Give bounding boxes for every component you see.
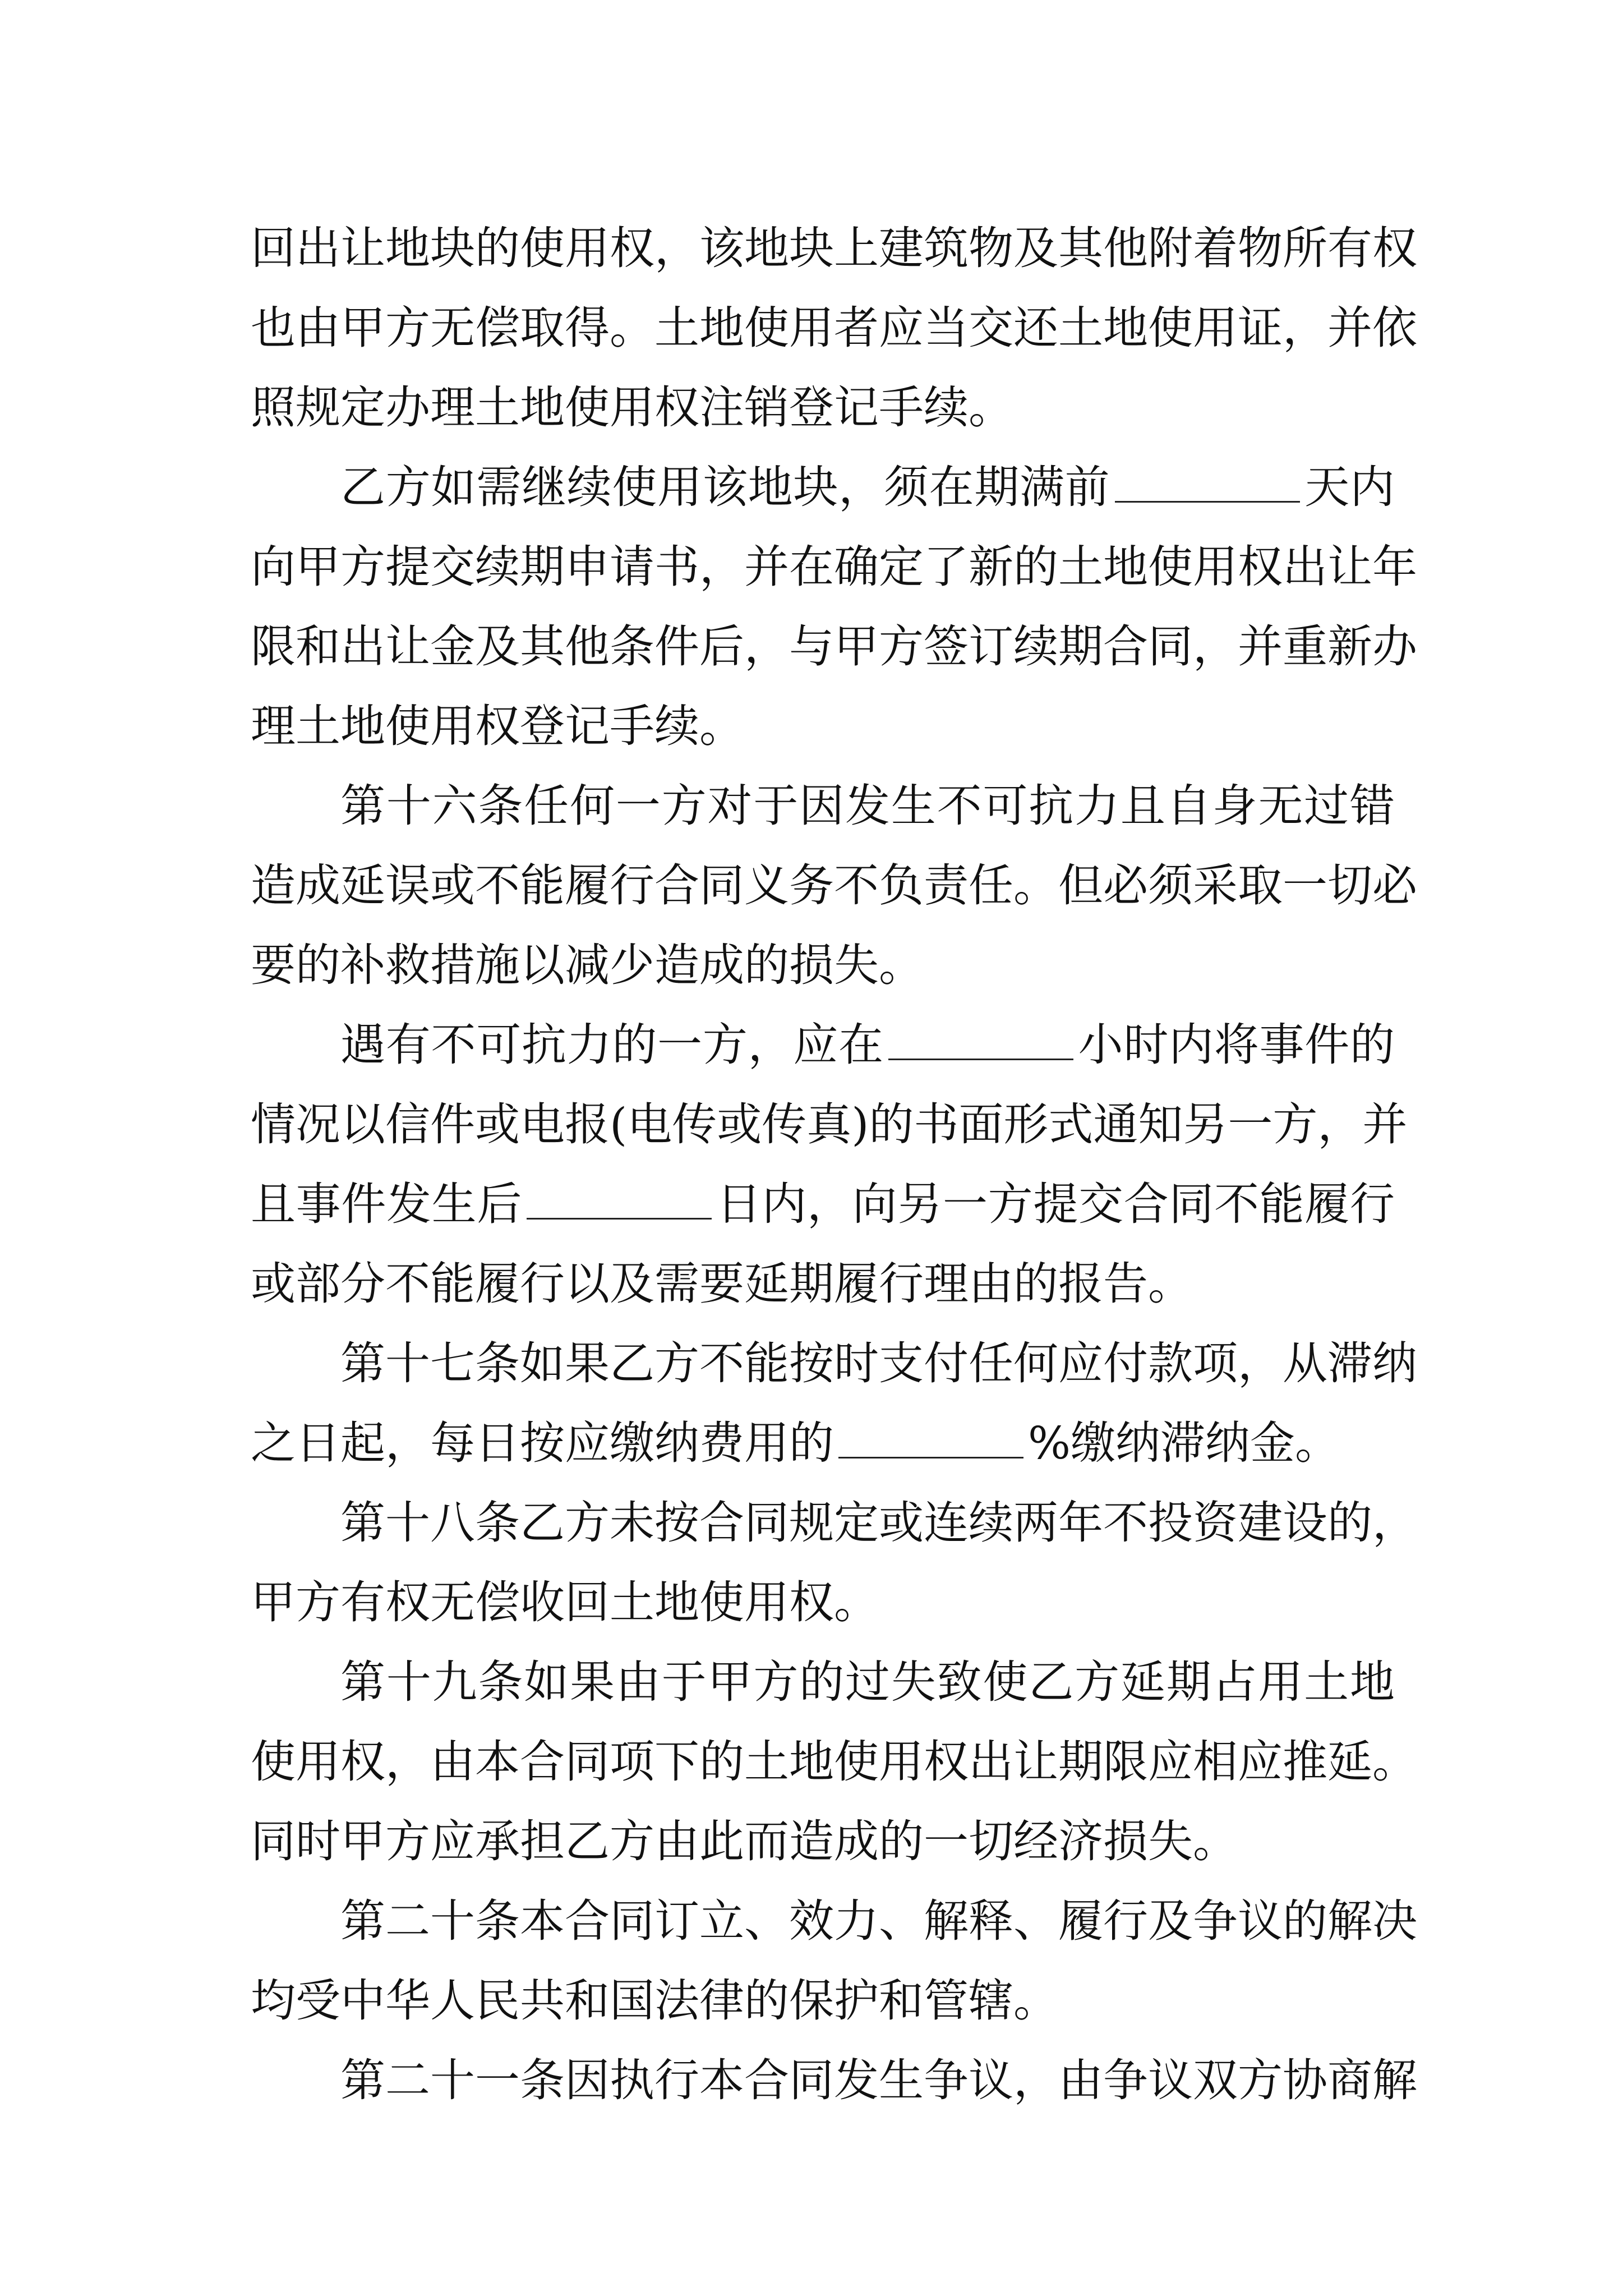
text-line (251, 1404, 1395, 1483)
paragraph (251, 1324, 1417, 1483)
text-line: 造成延误或不能履行合同义务不负责任。但必须采取一切必 (251, 859, 1417, 912)
text-line (251, 1005, 1395, 1085)
paragraph (251, 1881, 1417, 2041)
text-line: 甲方有权无偿收回土地使用权。 (251, 1576, 879, 1628)
text-segment: 且事件发生后 (251, 1178, 522, 1230)
fill-in-blank (838, 1409, 1023, 1458)
text-segment: 小时内将事件的 (1077, 1019, 1395, 1071)
fill-in-blank (527, 1170, 712, 1220)
paragraph (251, 2041, 1417, 2120)
text-line: 限和出让金及其他条件后，与甲方签订续期合同，并重新办 (251, 620, 1417, 673)
text-line: 均受中华人民共和国法律的保护和管辖。 (251, 1975, 1058, 2027)
text-line: 情况以信件或电报(电传或传真)的书面形式通知另一方，并 (251, 1098, 1408, 1151)
text-line: 要的补救措施以减少造成的损失。 (251, 939, 924, 991)
paragraph (251, 1642, 1417, 1881)
paragraph (251, 1483, 1417, 1642)
text-line: 同时甲方应承担乙方由此而造成的一切经济损失。 (251, 1815, 1238, 1867)
text-line (251, 1165, 1395, 1244)
paragraph (251, 448, 1417, 766)
text-segment: 乙方如需继续使用该地块，须在期满前 (340, 461, 1110, 513)
paragraph (251, 209, 1417, 448)
fill-in-blank (888, 1010, 1073, 1060)
text-line: 也由甲方无偿取得。土地使用者应当交还土地使用证，并依 (251, 302, 1417, 354)
text-line (251, 448, 1395, 527)
text-segment: 遇有不可抗力的一方，应在 (340, 1019, 884, 1071)
text-line: 第十八条乙方未按合同规定或连续两年不投资建设的， (340, 1497, 1417, 1549)
text-line: 第十七条如果乙方不能按时支付任何应付款项，从滞纳 (340, 1337, 1417, 1389)
text-line: 理土地使用权登记手续。 (251, 700, 744, 752)
text-line: 第二十一条因执行本合同发生争议，由争议双方协商解 (340, 2054, 1417, 2106)
text-line: 向甲方提交续期申请书，并在确定了新的土地使用权出让年 (251, 541, 1417, 593)
paragraph (251, 766, 1417, 1005)
text-line: 第二十条本合同订立、效力、解释、履行及争议的解决 (340, 1895, 1417, 1947)
text-line: 或部分不能履行以及需要延期履行理由的报告。 (251, 1258, 1193, 1310)
text-segment: 之日起，每日按应缴纳费用的 (251, 1417, 834, 1469)
fill-in-blank (1115, 453, 1300, 503)
text-segment: 天内 (1304, 461, 1395, 513)
text-line: 照规定办理土地使用权注销登记手续。 (251, 381, 1013, 434)
text-line: 第十六条任何一方对于因发生不可抗力且自身无过错 (340, 780, 1395, 832)
paragraph (251, 1005, 1408, 1324)
text-segment: 日内，向另一方提交合同不能履行 (716, 1178, 1395, 1230)
text-line: 回出让地块的使用权，该地块上建筑物及其他附着物所有权 (251, 222, 1417, 274)
text-line: 第十九条如果由于甲方的过失致使乙方延期占用土地 (340, 1656, 1395, 1708)
text-segment: %缴纳滞纳金。 (1028, 1417, 1340, 1469)
document-body (251, 209, 1417, 2120)
text-line: 使用权，由本合同项下的土地使用权出让期限应相应推延。 (251, 1736, 1417, 1788)
